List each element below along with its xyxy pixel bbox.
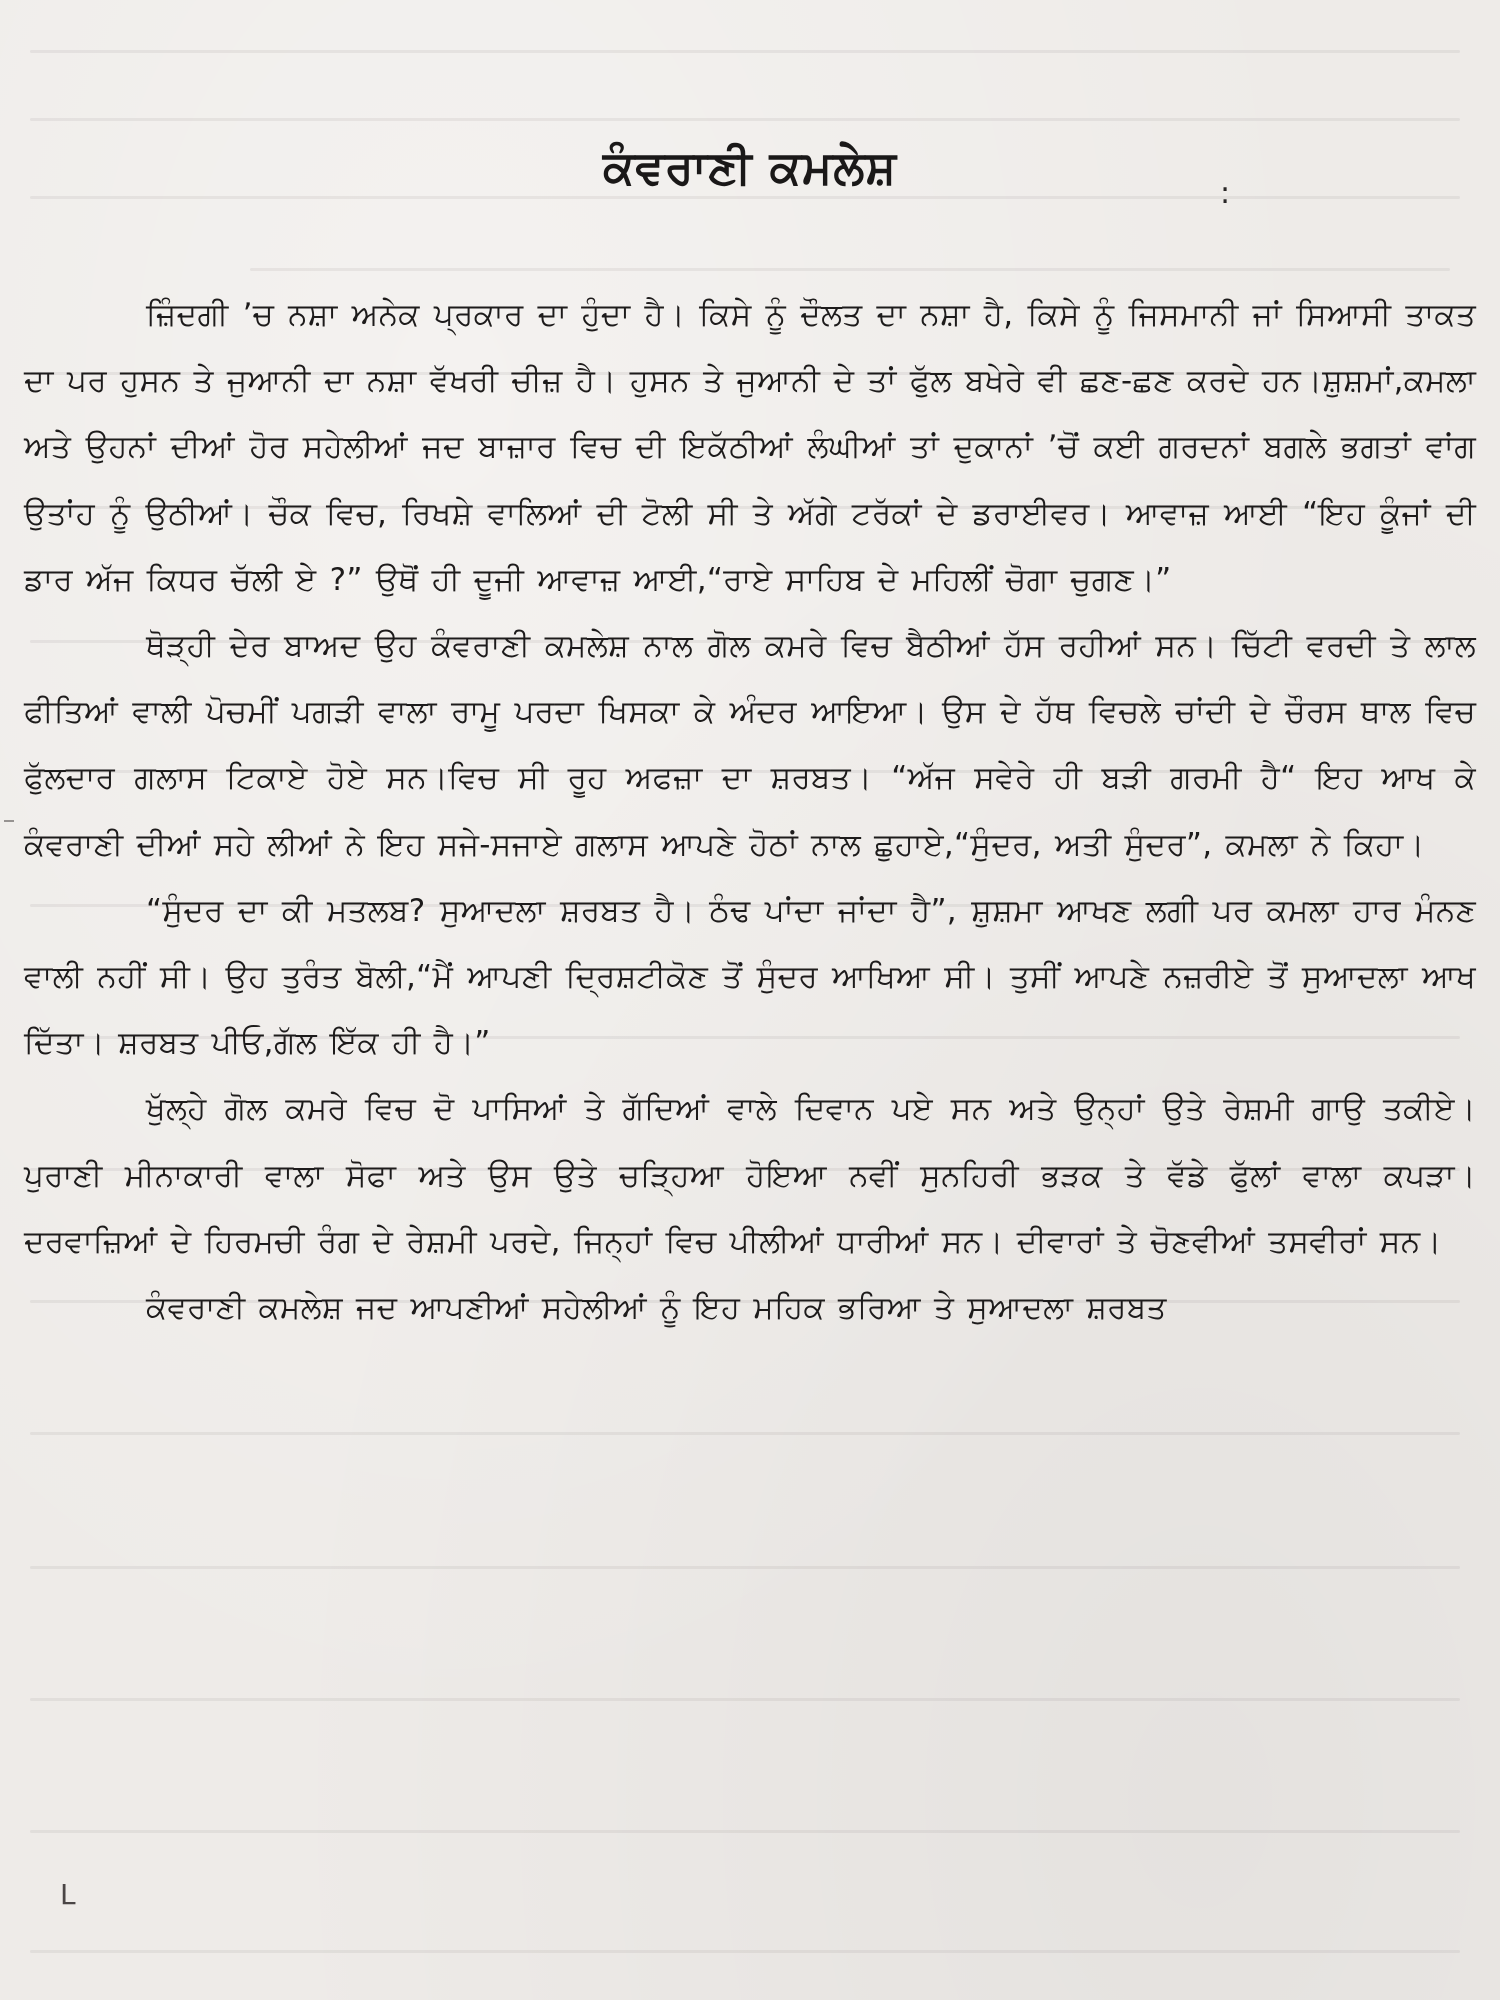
paragraph: “ਸੁੰਦਰ ਦਾ ਕੀ ਮਤਲਬ? ਸੁਆਦਲਾ ਸ਼ਰਬਤ ਹੈ। ਠੰਢ ਪਾਂਦਾ ਜਾਂਦਾ ਹੈ”, ਸ਼ੁਸ਼ਮਾ ਆਖਣ ਲਗੀ ਪਰ ਕਮਲਾ ਹਾਰ ਮੰਨਣ ਵਾਲੀ ਨਹੀਂ ਸੀ। ਉਹ ਤੁਰੰਤ ਬੋਲੀ,“ਮੈਂ ਆਪਣੀ ਦ੍ਰਿਸ਼ਟੀਕੋਣ ਤੋਂ ਸੁੰਦਰ ਆਖਿਆ ਸੀ। ਤੁਸੀਂ ਆਪਣੇ ਨਜ਼ਰੀਏ ਤੋਂ ਸੁਆਦਲਾ ਆਖ ਦਿੱਤਾ। ਸ਼ਰਬਤ ਪੀਓ,ਗੱਲ ਇੱਕ ਹੀ ਹੈ।”: [24, 892, 1476, 1062]
margin-mark: [4, 820, 14, 822]
story-body: [24, 282, 1476, 1341]
footer-mark: L: [60, 1878, 76, 1911]
paragraph: ਕੰਵਰਾਣੀ ਕਮਲੇਸ਼ ਜਦ ਆਪਣੀਆਂ ਸਹੇਲੀਆਂ ਨੂੰ ਇਹ ਮਹਿਕ ਭਰਿਆ ਤੇ ਸੁਆਦਲਾ ਸ਼ਰਬਤ: [146, 1290, 1167, 1327]
paragraph: ਥੋੜ੍ਹੀ ਦੇਰ ਬਾਅਦ ਉਹ ਕੰਵਰਾਣੀ ਕਮਲੇਸ਼ ਨਾਲ ਗੋਲ ਕਮਰੇ ਵਿਚ ਬੈਠੀਆਂ ਹੱਸ ਰਹੀਆਂ ਸਨ। ਚਿੱਟੀ ਵਰਦੀ ਤੇ ਲਾਲ ਫੀਤਿਆਂ ਵਾਲੀ ਪੋਚਮੀਂ ਪਗੜੀ ਵਾਲਾ ਰਾਮੂ ਪਰਦਾ ਖਿਸਕਾ ਕੇ ਅੰਦਰ ਆਇਆ। ਉਸ ਦੇ ਹੱਥ ਵਿਚਲੇ ਚਾਂਦੀ ਦੇ ਚੌਰਸ ਥਾਲ ਵਿਚ ਫੁੱਲਦਾਰ ਗਲਾਸ ਟਿਕਾਏ ਹੋਏ ਸਨ।ਵਿਚ ਸੀ ਰੂਹ ਅਫਜ਼ਾ ਦਾ ਸ਼ਰਬਤ। “ਅੱਜ ਸਵੇਰੇ ਹੀ ਬੜੀ ਗਰਮੀ ਹੈ“ ਇਹ ਆਖ ਕੇ ਕੰਵਰਾਣੀ ਦੀਆਂ ਸਹੇ ਲੀਆਂ ਨੇ ਇਹ ਸਜੇ-ਸਜਾਏ ਗਲਾਸ ਆਪਣੇ ਹੋਠਾਂ ਨਾਲ ਛੁਹਾਏ,“ਸੁੰਦਰ, ਅਤੀ ਸੁੰਦਰ”, ਕਮਲਾ ਨੇ ਕਿਹਾ।: [24, 628, 1476, 863]
title-mark: :: [1220, 176, 1231, 211]
story-title: ਕੰਵਰਾਣੀ ਕਮਲੇਸ਼: [602, 140, 898, 194]
paragraph: ਜ਼ਿੰਦਗੀ ’ਚ ਨਸ਼ਾ ਅਨੇਕ ਪ੍ਰਕਾਰ ਦਾ ਹੁੰਦਾ ਹੈ। ਕਿਸੇ ਨੂੰ ਦੌਲਤ ਦਾ ਨਸ਼ਾ ਹੈ, ਕਿਸੇ ਨੂੰ ਜਿਸਮਾਨੀ ਜਾਂ ਸਿਆਸੀ ਤਾਕਤ ਦਾ ਪਰ ਹੁਸਨ ਤੇ ਜੁਆਨੀ ਦਾ ਨਸ਼ਾ ਵੱਖਰੀ ਚੀਜ਼ ਹੈ। ਹੁਸਨ ਤੇ ਜੁਆਨੀ ਦੇ ਤਾਂ ਫੁੱਲ ਬਖੇਰੇ ਵੀ ਛਣ-ਛਣ ਕਰਦੇ ਹਨ।ਸ਼ੁਸ਼ਮਾਂ,ਕਮਲਾ ਅਤੇ ਉਹਨਾਂ ਦੀਆਂ ਹੋਰ ਸਹੇਲੀਆਂ ਜਦ ਬਾਜ਼ਾਰ ਵਿਚ ਦੀ ਇਕੱਠੀਆਂ ਲੰਘੀਆਂ ਤਾਂ ਦੁਕਾਨਾਂ ’ਚੋਂ ਕਈ ਗਰਦਨਾਂ ਬਗਲੇ ਭਗਤਾਂ ਵਾਂਗ ਉਤਾਂਹ ਨੂੰ ਉਠੀਆਂ। ਚੌਕ ਵਿਚ, ਰਿਖਸ਼ੇ ਵਾਲਿਆਂ ਦੀ ਟੋਲੀ ਸੀ ਤੇ ਅੱਗੇ ਟਰੱਕਾਂ ਦੇ ਡਰਾਈਵਰ। ਆਵਾਜ਼ ਆਈ “ਇਹ ਕੂੰਜਾਂ ਦੀ ਡਾਰ ਅੱਜ ਕਿਧਰ ਚੱਲੀ ਏ ?” ਉਥੋਂ ਹੀ ਦੂਜੀ ਆਵਾਜ਼ ਆਈ,“ਰਾਏ ਸਾਹਿਬ ਦੇ ਮਹਿਲੀਂ ਚੋਗਾ ਚੁਗਣ।”: [24, 297, 1476, 598]
paragraph: ਖੁੱਲ੍ਹੇ ਗੋਲ ਕਮਰੇ ਵਿਚ ਦੋ ਪਾਸਿਆਂ ਤੇ ਗੱਦਿਆਂ ਵਾਲੇ ਦਿਵਾਨ ਪਏ ਸਨ ਅਤੇ ਉਨ੍ਹਾਂ ਉਤੇ ਰੇਸ਼ਮੀ ਗਾਉ ਤਕੀਏ। ਪੁਰਾਣੀ ਮੀਨਾਕਾਰੀ ਵਾਲਾ ਸੋਫਾ ਅਤੇ ਉਸ ਉਤੇ ਚੜ੍ਹਿਆ ਹੋਇਆ ਨਵੀਂ ਸੁਨਹਿਰੀ ਭੜਕ ਤੇ ਵੱਡੇ ਫੁੱਲਾਂ ਵਾਲਾ ਕਪੜਾ। ਦਰਵਾਜ਼ਿਆਂ ਦੇ ਹਿਰਮਚੀ ਰੰਗ ਦੇ ਰੇਸ਼ਮੀ ਪਰਦੇ, ਜਿਨ੍ਹਾਂ ਵਿਚ ਪੀਲੀਆਂ ਧਾਰੀਆਂ ਸਨ। ਦੀਵਾਰਾਂ ਤੇ ਚੋਣਵੀਆਂ ਤਸਵੀਰਾਂ ਸਨ।: [24, 1091, 1476, 1260]
